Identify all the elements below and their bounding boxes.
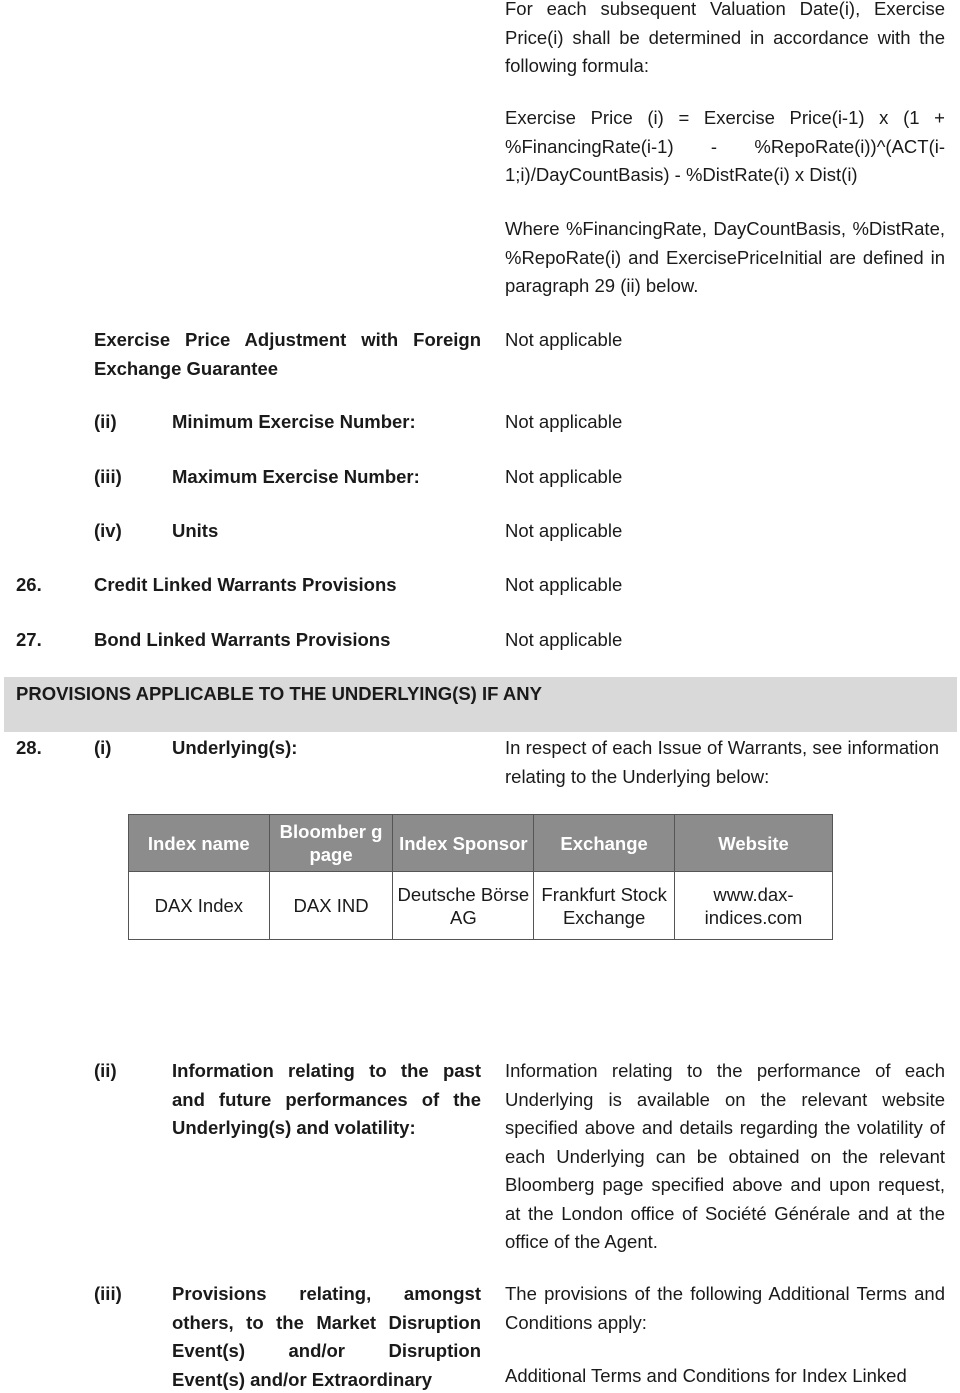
section-28-label: Underlying(s): xyxy=(172,737,298,758)
formula-text: Exercise Price (i) = Exercise Price(i-1) x (1 + %FinancingRate(i-1) - %RepoRate(i))^(ACT(i-1;i)/DayCountBasis) - %DistRate(i) x Dist(i) xyxy=(505,107,945,185)
section-27-label: Bond Linked Warrants Provisions xyxy=(94,629,391,650)
header-index-name: Index name xyxy=(129,815,270,872)
item-iii-value: Not applicable xyxy=(505,466,623,487)
fx-guarantee-label: Exercise Price Adjustment with Foreign Exchange Guarantee xyxy=(94,329,481,379)
info-iii-label: Provisions relating, amongst others, to the Market Disruption Event(s) and/or Disruption Event(s) and/or Extraordinary xyxy=(172,1283,481,1390)
info-iii-num: (iii) xyxy=(94,1283,122,1304)
info-iii-value2: Additional Terms and Conditions for Index Linked xyxy=(505,1365,907,1386)
cell-website: www.dax-indices.com xyxy=(675,872,833,940)
info-ii-value: Information relating to the performance of each Underlying is available on the relevant website specified above and details regarding the volatility of each Underlying can be obtained on the relevant Bloomberg page specified above and upon request, at the London office of Société Générale and at the office of the Agent. xyxy=(505,1060,945,1252)
header-index-sponsor: Index Sponsor xyxy=(393,815,534,872)
cell-exchange: Frankfurt Stock Exchange xyxy=(534,872,675,940)
item-iii-num: (iii) xyxy=(94,466,122,487)
info-ii-label: Information relating to the past and future performances of the Underlying(s) and volatility: xyxy=(172,1060,481,1138)
cell-index-sponsor: Deutsche Börse AG xyxy=(393,872,534,940)
item-iv-value: Not applicable xyxy=(505,520,623,541)
section-28-sub: (i) xyxy=(94,737,112,758)
underlying-table-header-row xyxy=(129,815,833,872)
table-row xyxy=(129,872,833,940)
item-ii-num: (ii) xyxy=(94,411,117,432)
header-exchange: Exchange xyxy=(534,815,675,872)
section-27-num: 27. xyxy=(16,629,42,650)
info-ii-num: (ii) xyxy=(94,1060,117,1081)
header-bloomberg-page: Bloomber g page xyxy=(269,815,393,872)
cell-index-name: DAX Index xyxy=(129,872,270,940)
section-26-num: 26. xyxy=(16,574,42,595)
header-website: Website xyxy=(675,815,833,872)
section-heading: PROVISIONS APPLICABLE TO THE UNDERLYING(S) IF ANY xyxy=(16,683,542,704)
section-26-label: Credit Linked Warrants Provisions xyxy=(94,574,397,595)
item-ii-label: Minimum Exercise Number: xyxy=(172,411,416,432)
section-28-num: 28. xyxy=(16,737,42,758)
item-ii-value: Not applicable xyxy=(505,411,623,432)
section-28-value: In respect of each Issue of Warrants, see information relating to the Underlying below: xyxy=(505,737,939,787)
item-iii-label: Maximum Exercise Number: xyxy=(172,466,420,487)
cell-bloomberg-page: DAX IND xyxy=(269,872,393,940)
item-iv-label: Units xyxy=(172,520,219,541)
item-iv-num: (iv) xyxy=(94,520,122,541)
formula-intro: For each subsequent Valuation Date(i), Exercise Price(i) shall be determined in accordance with the following formula: xyxy=(505,0,945,76)
section-26-value: Not applicable xyxy=(505,574,623,595)
formula-definitions: Where %FinancingRate, DayCountBasis, %DistRate, %RepoRate(i) and ExercisePriceInitial are defined in paragraph 29 (ii) below. xyxy=(505,218,945,296)
section-27-value: Not applicable xyxy=(505,629,623,650)
underlying-table xyxy=(128,814,833,940)
fx-guarantee-value: Not applicable xyxy=(505,329,623,350)
info-iii-value: The provisions of the following Additional Terms and Conditions apply: xyxy=(505,1283,945,1333)
